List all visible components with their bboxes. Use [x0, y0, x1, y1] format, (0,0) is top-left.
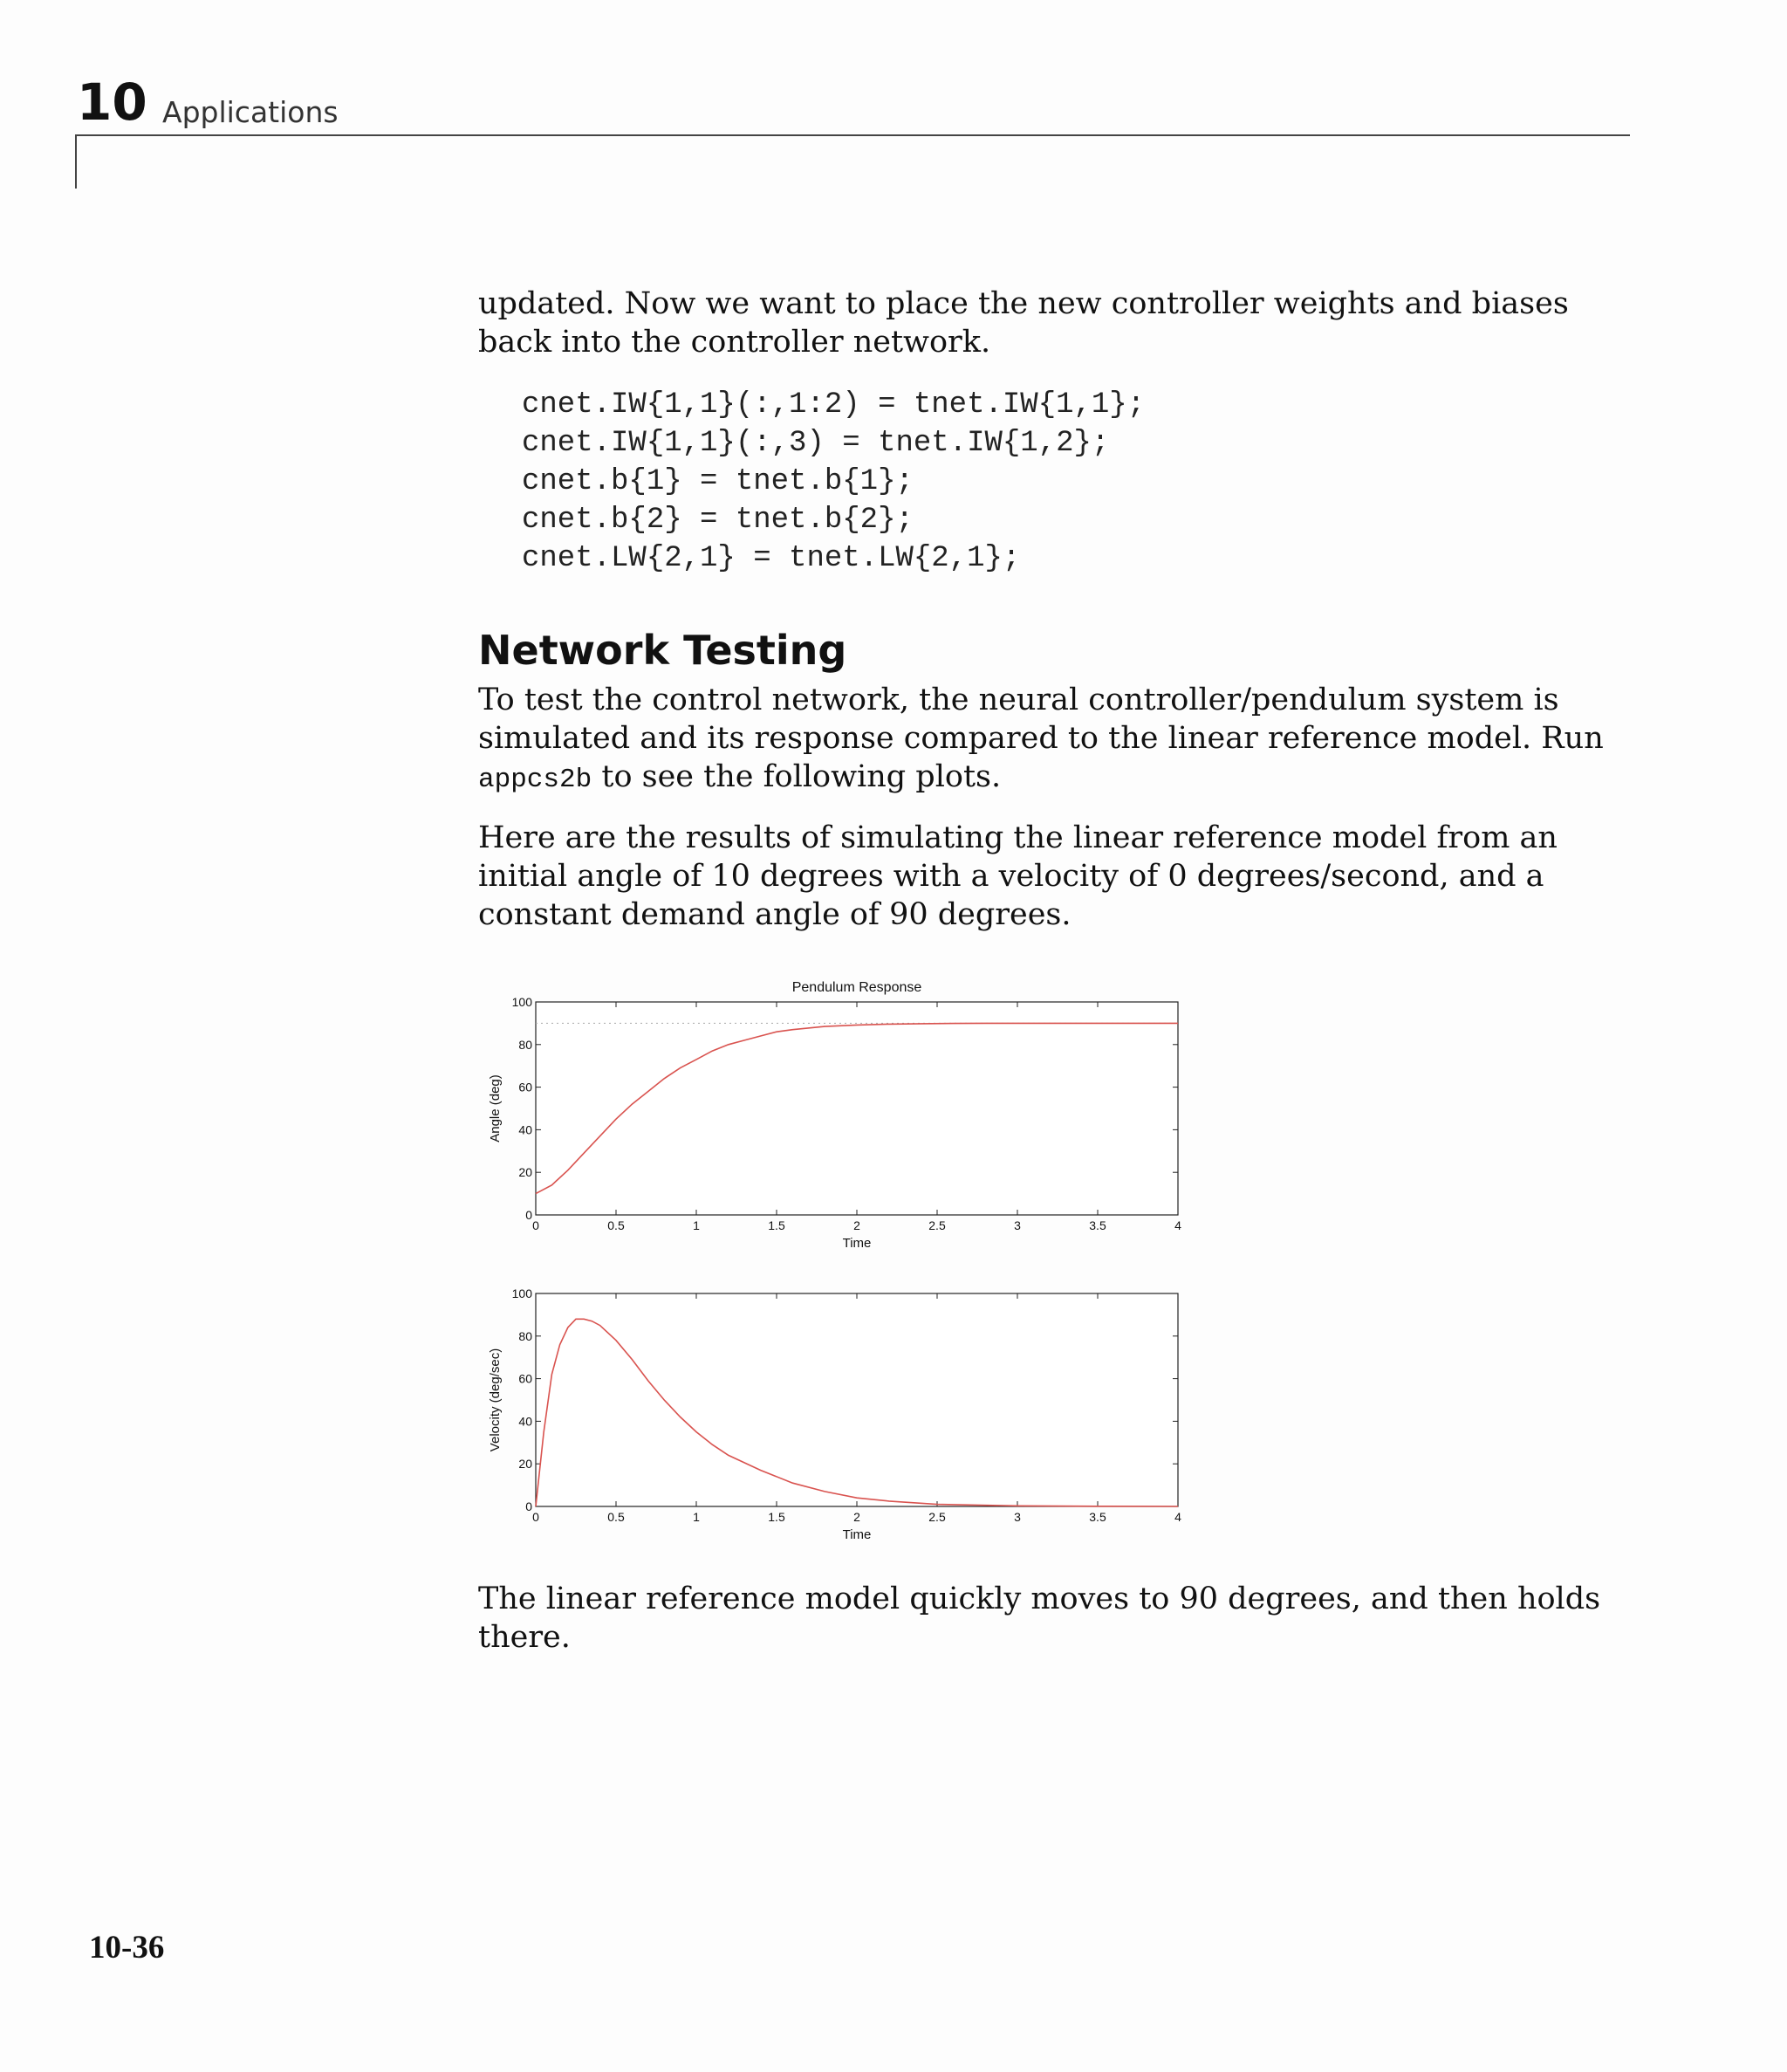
y-tick-label: 40: [518, 1414, 532, 1429]
chart-title: Pendulum Response: [791, 980, 922, 995]
paragraph-test-network: [478, 681, 1634, 799]
inline-code-appcs2b: appcs2b: [478, 765, 592, 795]
x-tick-label: 3.5: [1089, 1218, 1106, 1232]
para2-text-after: to see the following plots.: [601, 759, 1002, 794]
code-line: cnet.b{2} = tnet.b{2};: [522, 504, 914, 537]
y-tick-label: 0: [525, 1208, 532, 1222]
x-tick-label: 1.5: [768, 1510, 785, 1524]
plot-frame: [536, 1002, 1178, 1215]
y-tick-label: 60: [518, 1371, 532, 1386]
x-tick-label: 0.5: [607, 1510, 625, 1524]
y-tick-label: 20: [518, 1457, 532, 1472]
code-line: cnet.IW{1,1}(:,3) = tnet.IW{1,2};: [522, 427, 1110, 460]
section-heading: Network Testing: [478, 627, 847, 674]
para3-block: [478, 819, 1634, 934]
code-line: cnet.LW{2,1} = tnet.LW{2,1};: [522, 542, 1021, 575]
x-tick-label: 4: [1174, 1218, 1181, 1232]
x-tick-label: 0: [532, 1218, 539, 1232]
paragraph-simulation-results: Here are the results of simulating the linear reference model from an initial angle of 10 degrees with a velocity of 0 degrees/second, and a constant demand angle of 90 degrees.: [478, 820, 1558, 932]
x-tick-label: 1: [693, 1218, 700, 1232]
plot-frame: [536, 1293, 1178, 1506]
para2-text-before: To test the control network, the neural controller/pendulum system is simulated and its response compared to the linear reference model. Run: [478, 683, 1604, 756]
x-tick-label: 4: [1174, 1510, 1181, 1524]
para2-block: [478, 681, 1634, 799]
chapter-title: Applications: [162, 95, 339, 129]
x-tick-label: 1.5: [768, 1218, 785, 1232]
x-tick-label: 2.5: [928, 1218, 946, 1232]
closing-paragraph: The linear reference model quickly moves to 90 degrees, and then holds there.: [478, 1581, 1601, 1655]
y-tick-label: 80: [518, 1037, 532, 1052]
closing-block: [478, 1580, 1634, 1657]
x-tick-label: 0: [532, 1510, 539, 1524]
y-tick-label: 80: [518, 1328, 532, 1343]
header-tick: [75, 134, 77, 189]
pendulum-response-figure: [478, 971, 1194, 1555]
y-tick-label: 0: [525, 1499, 532, 1513]
y-tick-label: 60: [518, 1080, 532, 1094]
intro-block: [478, 285, 1634, 361]
y-axis-label: Velocity (deg/sec): [488, 1348, 503, 1452]
y-tick-label: 40: [518, 1122, 532, 1137]
header-rule: [75, 134, 1630, 136]
page-number: 10-36: [89, 1930, 165, 1966]
y-tick-label: 100: [511, 995, 532, 1009]
code-line: cnet.b{1} = tnet.b{1};: [522, 465, 914, 498]
charts-svg: [478, 971, 1194, 1555]
x-tick-label: 0.5: [607, 1218, 625, 1232]
x-tick-label: 3: [1014, 1510, 1021, 1524]
x-tick-label: 1: [693, 1510, 700, 1524]
x-tick-label: 3: [1014, 1218, 1021, 1232]
y-tick-label: 100: [511, 1286, 532, 1300]
x-tick-label: 3.5: [1089, 1510, 1106, 1524]
x-axis-label: Time: [842, 1236, 872, 1251]
x-axis-label: Time: [842, 1527, 872, 1542]
x-tick-label: 2: [853, 1218, 860, 1232]
chapter-number: 10: [77, 72, 147, 132]
y-axis-label: Angle (deg): [488, 1074, 503, 1142]
x-tick-label: 2.5: [928, 1510, 946, 1524]
code-line: cnet.IW{1,1}(:,1:2) = tnet.IW{1,1};: [522, 388, 1146, 422]
x-tick-label: 2: [853, 1510, 860, 1524]
intro-paragraph: updated. Now we want to place the new controller weights and biases back into the controller network.: [478, 286, 1569, 360]
section-heading-block: [478, 627, 1634, 674]
code-block: [478, 386, 1634, 578]
y-tick-label: 20: [518, 1165, 532, 1180]
